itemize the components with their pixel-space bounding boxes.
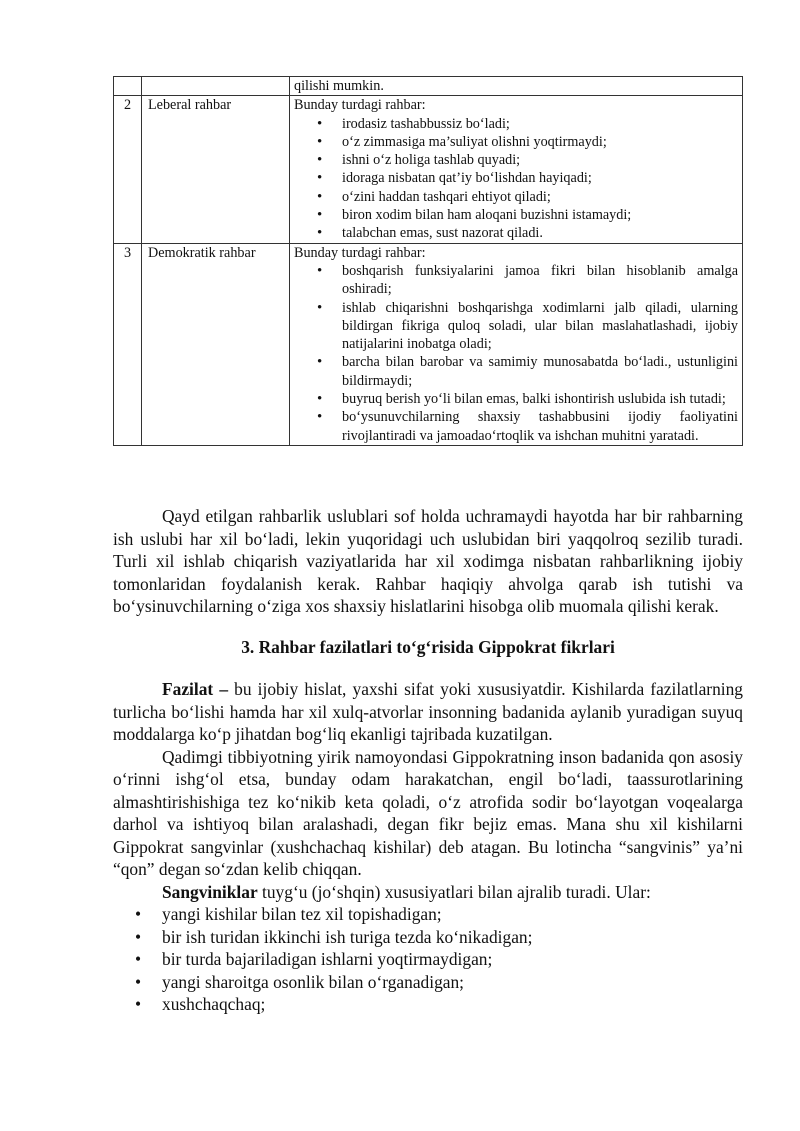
section-heading: 3. Rahbar fazilatlari to‘g‘risida Gippokrat fikrlari	[241, 636, 615, 657]
paragraph-text: tuyg‘u (jo‘shqin) xususiyatlari bilan ajralib turadi. Ular:	[257, 881, 651, 902]
bullet-list	[113, 903, 743, 1016]
row-style-name: Demokratik rahbar	[142, 243, 290, 445]
row-description	[290, 96, 743, 243]
bullet-list	[294, 262, 738, 445]
row-style-name	[142, 77, 290, 96]
document-body	[113, 505, 743, 1016]
list-item: • boshqarish funksiyalarini jamoa fikri bilan hisoblanib amalga oshiradi;	[294, 262, 738, 299]
list-item: • bo‘ysunuvchilarning shaxsiy tashabbusini ijodiy faoliyatini rivojlantiradi va jamoadao‘rtoqlik va ishchan muhitni yaratadi.	[294, 408, 738, 445]
row-number: 3	[114, 243, 142, 445]
list-item: • talabchan emas, sust nazorat qiladi.	[294, 224, 738, 242]
list-item: • ishni o‘z holiga tashlab quyadi;	[294, 151, 738, 169]
row-style-name: Leberal rahbar	[142, 96, 290, 243]
table-row	[114, 96, 743, 243]
list-item: • buyruq berish yo‘li bilan emas, balki ishontirish uslubida ish tutadi;	[294, 390, 738, 408]
row-number: 2	[114, 96, 142, 243]
list-item: • ishlab chiqarishni boshqarishga xodimlarni jalb qiladi, ularning bildirgan fikriga quloq soladi, ular bilan maslahatlashadi, ijobiy natijalarini inobatga oladi;	[294, 299, 738, 354]
list-item: • bir turda bajariladigan ishlarni yoqtirmaydigan;	[113, 948, 743, 971]
list-item: • yangi sharoitga osonlik bilan o‘rganadigan;	[113, 971, 743, 994]
list-item: • o‘zini haddan tashqari ehtiyot qiladi;	[294, 188, 738, 206]
table-row	[114, 243, 743, 445]
paragraph-text: bu ijobiy hislat, yaxshi sifat yoki xususiyatdir. Kishilarda fazilatlarning turlicha bo‘lishi hamda har xil xulq-atvorlar insonning badanida aylanib yuradigan suyuq moddalarga ko‘p jihatdan bog‘liq ekanligi tajribada kuzatilgan.	[113, 679, 743, 744]
list-item: • bir ish turidan ikkinchi ish turiga tezda ko‘nikadigan;	[113, 926, 743, 949]
table-row	[114, 77, 743, 96]
row-number	[114, 77, 142, 96]
bullet-list	[294, 115, 738, 243]
term-bold: Sangviniklar	[162, 881, 258, 902]
row-intro: Bunday turdagi rahbar:	[294, 97, 426, 114]
term-bold: Fazilat –	[162, 679, 229, 699]
list-item: • irodasiz tashabbussiz bo‘ladi;	[294, 115, 738, 133]
paragraph	[113, 881, 743, 904]
paragraph: Qadimgi tibbiyotning yirik namoyondasi Gippokratning inson badanida qon asosiy o‘rinni ishg‘ol etsa, bunday odam harakatchan, engil bo‘ladi, taassurotlarining almashtirishishiga tez ko‘nikib keta qoladi, o‘z atrofida sodir bo‘layotgan voqealarga darhol va ishtiyoq bilan aralashadi, degan fikr bejiz emas. Mana shu xil kishilarni Gippokrat sangvinlar (xushchachaq kishilar) deb atagan. Bu lotincha “sangvinis” ya’ni “qon” degan so‘zdan kelib chiqqan.	[113, 746, 743, 879]
list-item: • barcha bilan barobar va samimiy munosabatda bo‘ladi., ustunligini bildirmaydi;	[294, 353, 738, 390]
list-item: • yangi kishilar bilan tez xil topishadigan;	[113, 903, 743, 926]
list-item: • xushchaqchaq;	[113, 993, 743, 1016]
row-intro: Bunday turdagi rahbar:	[294, 244, 426, 261]
list-item: • idoraga nisbatan qat’iy bo‘lishdan hayiqadi;	[294, 169, 738, 187]
list-item: • biron xodim bilan ham aloqani buzishni istamaydi;	[294, 206, 738, 224]
paragraph: Qayd etilgan rahbarlik uslublari sof holda uchramaydi hayotda har bir rahbarning ish uslubi har xil bo‘ladi, lekin yuqoridagi uch uslubidan biri yaqqolroq sezilib turadi. Turli xil ishlab chiqarish vaziyatlarida har xil xodimga nisbatan rahbarlikning ijobiy tomonlaridan foydalanish kerak. Rahbar haqiqiy ahvolga qarab ish tutishi va bo‘ysinuvchilarning o‘ziga xos shaxsiy hislatlarini hisobga olib muomala qilishi kerak.	[113, 506, 743, 616]
row-description	[290, 243, 743, 445]
row-description: qilishi mumkin.	[290, 77, 743, 96]
leadership-styles-table	[113, 76, 743, 446]
list-item: • o‘z zimmasiga ma’suliyat olishni yoqtirmaydi;	[294, 133, 738, 151]
paragraph	[113, 678, 743, 746]
